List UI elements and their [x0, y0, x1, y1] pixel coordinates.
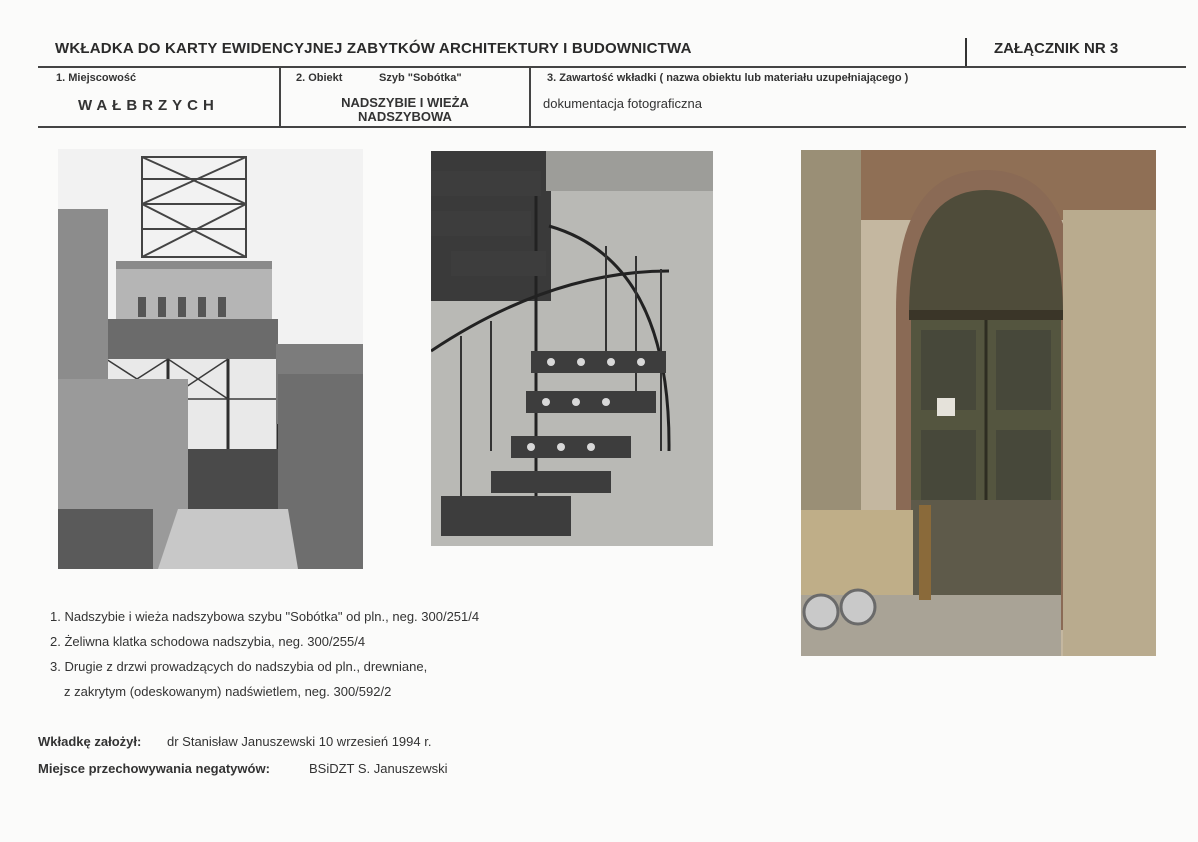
caption-3: 3. Drugie z drzwi prowadzących do nadszybia od pln., drewniane, — [50, 659, 428, 674]
photo-spiral-staircase — [431, 151, 713, 546]
caption-3-continued: z zakrytym (odeskowanym) nadświetlem, neg. 300/592/2 — [64, 684, 392, 699]
object-name: Szyb "Sobótka" — [379, 72, 462, 84]
caption-1: 1. Nadszybie i wieża nadszybowa szybu "Sobótka" od pln., neg. 300/251/4 — [50, 609, 480, 624]
object-label: 2. Obiekt — [296, 72, 343, 84]
author-label: Wkładkę założył: — [38, 734, 142, 749]
object-value: NADSZYBIE I WIEŻA NADSZYBOWA — [341, 95, 469, 124]
header-divider — [965, 38, 967, 66]
content-value: dokumentacja fotograficzna — [543, 96, 702, 111]
place-label: 1. Miejscowość — [56, 72, 137, 84]
field-divider-2 — [529, 68, 531, 128]
field-divider-1 — [279, 68, 281, 128]
header-rule-bottom — [38, 126, 1186, 128]
photo-shaft-tower — [58, 149, 363, 569]
author-value: dr Stanisław Januszewski 10 wrzesień 1994 r. — [167, 734, 432, 749]
content-label: 3. Zawartość wkładki ( nazwa obiektu lub materiału uzupełniającego ) — [547, 72, 909, 84]
document-title: WKŁADKA DO KARTY EWIDENCYJNEJ ZABYTKÓW ARCHITEKTURY I BUDOWNICTWA — [55, 40, 692, 57]
storage-value: BSiDZT S. Januszewski — [309, 761, 448, 776]
caption-2: 2. Żeliwna klatka schodowa nadszybia, neg. 300/255/4 — [50, 634, 366, 649]
annex-number: ZAŁĄCZNIK NR 3 — [994, 40, 1119, 57]
place-value: WAŁBRZYCH — [78, 97, 219, 114]
photo-arched-door — [801, 150, 1156, 656]
storage-label: Miejsce przechowywania negatywów: — [38, 761, 270, 776]
header-rule-top — [38, 66, 1186, 68]
